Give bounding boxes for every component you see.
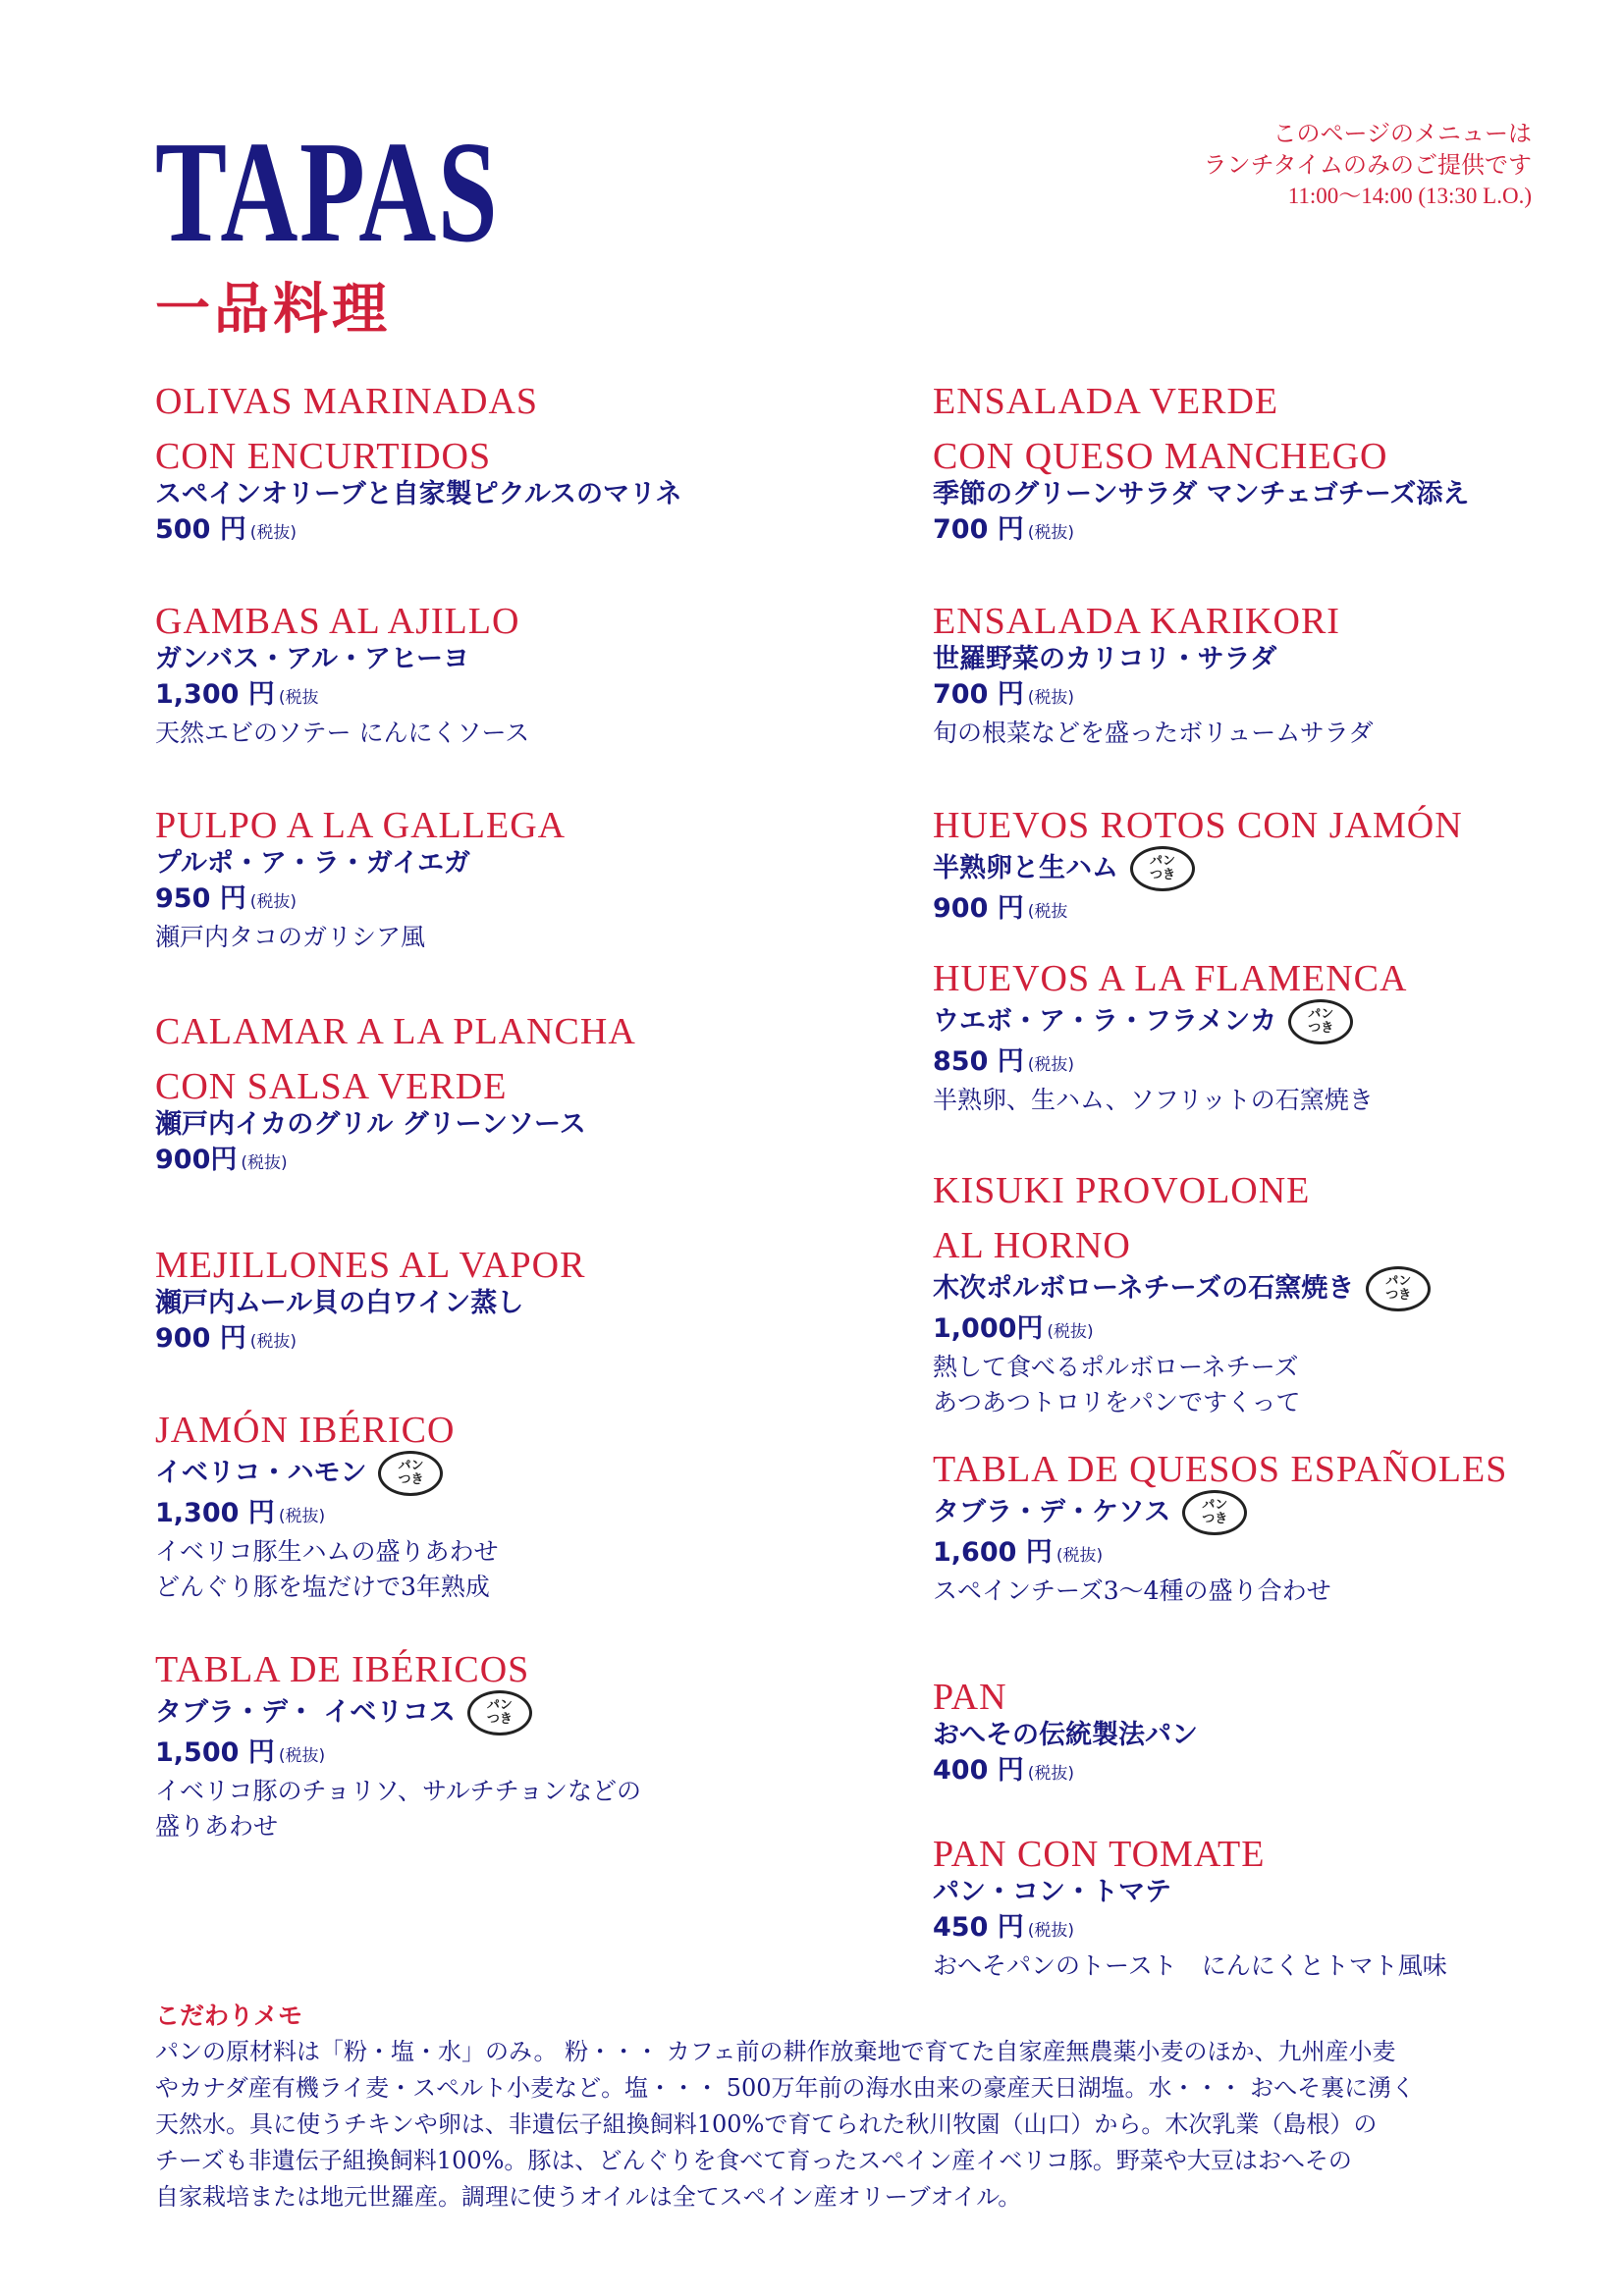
- price-value: 1,500 円: [155, 1737, 275, 1768]
- menu-item: [933, 805, 1571, 930]
- item-japanese-text: 木次ポルボローネチーズの石窯焼き: [933, 1273, 1355, 1304]
- bread-included-badge: [1130, 846, 1195, 891]
- menu-item: [933, 1834, 1571, 1984]
- menu-item: [155, 805, 901, 955]
- memo-line: 自家栽培または地元世羅産。調理に使うオイルは全てスペイン産オリーブオイル。: [155, 2183, 1022, 2211]
- item-name: TABLA DE IBÉRICOS: [155, 1649, 530, 1690]
- tax-note: (税抜): [278, 1746, 326, 1766]
- badge-text: つき: [1202, 1512, 1228, 1526]
- item-price: [933, 677, 1571, 716]
- price-value: 1,000円: [933, 1313, 1044, 1344]
- item-description: どんぐり豚を塩だけで3年熟成: [155, 1573, 490, 1601]
- badge-text: つき: [1308, 1021, 1334, 1036]
- item-description: 瀬戸内タコのガリシア風: [155, 923, 426, 951]
- menu-item: [155, 601, 901, 751]
- item-japanese-name: [933, 846, 1571, 891]
- item-price: [933, 1535, 1571, 1574]
- item-japanese-text: タブラ・デ・ イベリコス: [155, 1697, 456, 1728]
- badge-text: パン: [486, 1698, 513, 1713]
- memo-line: 天然水。具に使うチキンや卵は、非遺伝子組換飼料100%で育てられた秋川牧園（山口）から。木次乳業（島根）の: [155, 2110, 1378, 2138]
- memo-section: [155, 1999, 1530, 2216]
- item-name: OLIVAS MARINADAS: [155, 381, 539, 422]
- item-description: 天然エビのソテー にんにくソース: [155, 719, 530, 747]
- item-name: CON QUESO MANCHEGO: [933, 436, 1388, 477]
- price-value: 900円: [155, 1145, 238, 1175]
- item-price: [933, 1044, 1571, 1083]
- item-description: 旬の根菜などを盛ったボリュームサラダ: [933, 719, 1374, 747]
- item-name: MEJILLONES AL VAPOR: [155, 1245, 586, 1286]
- price-value: 1,300 円: [155, 679, 275, 710]
- item-price: [933, 891, 1571, 930]
- price-value: 1,600 円: [933, 1537, 1053, 1568]
- item-japanese-text: ガンバス・アル・アヒーヨ: [155, 644, 469, 674]
- item-price: [155, 1321, 901, 1360]
- menu-item: [155, 1649, 901, 1844]
- item-japanese-name: [155, 846, 901, 881]
- bread-included-badge: [1366, 1266, 1431, 1311]
- item-name: HUEVOS A LA FLAMENCA: [933, 958, 1408, 999]
- badge-text: つき: [1385, 1288, 1412, 1303]
- item-price: [155, 1735, 901, 1774]
- menu-item: [933, 1170, 1571, 1420]
- item-name: PAN: [933, 1677, 1007, 1718]
- item-price: [155, 1496, 901, 1534]
- memo-line: パンの原材料は「粉・塩・水」のみ。 粉・・・ カフェ前の耕作放棄地で育てた自家産無農薬小麦のほか、九州産小麦: [155, 2038, 1396, 2065]
- item-name: TABLA DE QUESOS ESPAÑOLES: [933, 1449, 1508, 1490]
- price-value: 1,300 円: [155, 1498, 275, 1528]
- item-japanese-name: [933, 1266, 1571, 1311]
- item-japanese-name: [155, 1451, 901, 1496]
- item-japanese-text: イベリコ・ハモン: [155, 1458, 367, 1488]
- price-value: 700 円: [933, 679, 1024, 710]
- item-price: [933, 512, 1571, 551]
- item-name: HUEVOS ROTOS CON JAMÓN: [933, 805, 1463, 846]
- item-japanese-text: おへその伝統製法パン: [933, 1720, 1198, 1750]
- item-japanese-name: [933, 999, 1571, 1044]
- tax-note: (税抜): [278, 1507, 326, 1526]
- price-value: 400 円: [933, 1755, 1024, 1786]
- memo-body: [155, 2034, 1530, 2216]
- menu-item: [155, 1011, 901, 1181]
- badge-text: パン: [1308, 1007, 1334, 1022]
- item-japanese-text: 瀬戸内イカのグリル グリーンソース: [155, 1109, 586, 1140]
- memo-title: こだわりメモ: [155, 2002, 303, 2030]
- tax-note: (税抜): [249, 1332, 298, 1352]
- tax-note: (税抜): [1027, 1921, 1075, 1941]
- item-japanese-name: [933, 1718, 1571, 1753]
- item-japanese-name: [155, 1107, 901, 1143]
- item-description: 熱して食べるポルボローネチーズ: [933, 1353, 1299, 1381]
- memo-line: チーズも非遺伝子組換飼料100%。豚は、どんぐりを食べて育ったスペイン産イベリコ豚。野菜や大豆はおへその: [155, 2147, 1352, 2174]
- item-japanese-name: [933, 642, 1571, 677]
- menu-item: [933, 381, 1571, 551]
- tax-note: (税抜): [1056, 1546, 1104, 1566]
- item-description: 半熟卵、生ハム、ソフリットの石窯焼き: [933, 1086, 1374, 1114]
- price-value: 900 円: [155, 1323, 246, 1354]
- tax-note: (税抜): [249, 523, 298, 543]
- item-name: GAMBAS AL AJILLO: [155, 601, 520, 642]
- item-name: ENSALADA KARIKORI: [933, 601, 1340, 642]
- item-japanese-name: [933, 1490, 1571, 1535]
- bread-included-badge: [467, 1690, 532, 1735]
- price-value: 700 円: [933, 514, 1024, 545]
- item-description: おへそパンのトースト にんにくとトマト風味: [933, 1951, 1447, 1980]
- item-name: CON SALSA VERDE: [155, 1066, 508, 1107]
- item-price: [933, 1311, 1571, 1350]
- price-value: 450 円: [933, 1912, 1024, 1943]
- item-japanese-text: 世羅野菜のカリコリ・サラダ: [933, 644, 1277, 674]
- badge-text: つき: [486, 1712, 513, 1727]
- tax-note: (税抜): [1047, 1322, 1094, 1342]
- tax-note: (税抜): [241, 1153, 288, 1173]
- tax-note: (税抜: [278, 688, 319, 708]
- memo-line: やカナダ産有機ライ麦・スペルト小麦など。塩・・・ 500万年前の海水由来の豪産天日湖塩。水・・・ おへそ裏に湧く: [155, 2074, 1416, 2102]
- bread-included-badge: [1182, 1490, 1247, 1535]
- item-description: 盛りあわせ: [155, 1812, 279, 1841]
- item-name: KISUKI PROVOLONE: [933, 1170, 1311, 1211]
- notice-line-2: ランチタイムのみのご提供です: [1203, 151, 1532, 179]
- item-name: PULPO A LA GALLEGA: [155, 805, 567, 846]
- menu-item: [933, 1449, 1571, 1609]
- item-japanese-name: [933, 477, 1571, 512]
- item-japanese-text: プルポ・ア・ラ・ガイエガ: [155, 848, 471, 879]
- item-name: JAMÓN IBÉRICO: [155, 1410, 456, 1451]
- item-price: [155, 1143, 901, 1181]
- item-japanese-text: スペインオリーブと自家製ピクルスのマリネ: [155, 479, 682, 509]
- menu-item: [933, 958, 1571, 1118]
- page-subtitle: 一品料理: [155, 278, 391, 342]
- item-description: イベリコ豚のチョリソ、サルチチョンなどの: [155, 1777, 642, 1805]
- item-japanese-name: [155, 642, 901, 677]
- menu-item: [933, 1677, 1571, 1791]
- menu-item: [155, 1410, 901, 1605]
- price-value: 500 円: [155, 514, 246, 545]
- badge-text: つき: [398, 1472, 424, 1487]
- menu-item: [155, 381, 901, 551]
- notice-hours: 11:00〜14:00 (13:30 L.O.): [1287, 184, 1532, 208]
- tax-note: (税抜): [1027, 688, 1075, 708]
- item-price: [155, 512, 901, 551]
- badge-text: パン: [1149, 854, 1175, 869]
- menu-item: [933, 601, 1571, 751]
- item-japanese-name: [155, 1286, 901, 1321]
- item-japanese-text: 半熟卵と生ハム: [933, 853, 1118, 883]
- price-value: 900 円: [933, 893, 1024, 924]
- item-japanese-text: 瀬戸内ムール貝の白ワイン蒸し: [155, 1288, 524, 1318]
- notice-line-1: このページのメニューは: [1272, 120, 1532, 147]
- badge-text: つき: [1149, 868, 1175, 882]
- item-japanese-name: [155, 1690, 901, 1735]
- item-japanese-name: [933, 1875, 1571, 1910]
- price-value: 950 円: [155, 883, 246, 914]
- tax-note: (税抜): [1027, 1055, 1075, 1075]
- item-price: [155, 881, 901, 920]
- item-price: [933, 1910, 1571, 1949]
- item-description: あつあつトロリをパンですくって: [933, 1388, 1301, 1416]
- price-value: 850 円: [933, 1046, 1024, 1077]
- item-japanese-text: ウエボ・ア・ラ・フラメンカ: [933, 1006, 1277, 1037]
- item-price: [933, 1753, 1571, 1791]
- badge-text: パン: [1385, 1274, 1412, 1289]
- item-japanese-text: パン・コン・トマテ: [933, 1877, 1171, 1907]
- item-japanese-text: 季節のグリーンサラダ マンチェゴチーズ添え: [933, 479, 1470, 509]
- badge-text: パン: [1202, 1498, 1228, 1513]
- item-name: ENSALADA VERDE: [933, 381, 1279, 422]
- item-name: CALAMAR A LA PLANCHA: [155, 1011, 636, 1052]
- item-japanese-text: タブラ・デ・ケソス: [933, 1497, 1171, 1527]
- lunch-notice: [1204, 118, 1532, 212]
- page-title: TAPAS: [155, 112, 500, 273]
- tax-note: (税抜): [1027, 1764, 1075, 1784]
- badge-text: パン: [398, 1459, 424, 1473]
- tax-note: (税抜): [249, 892, 298, 912]
- item-description: イベリコ豚生ハムの盛りあわせ: [155, 1537, 499, 1566]
- bread-included-badge: [1288, 999, 1353, 1044]
- item-price: [155, 677, 901, 716]
- item-name: PAN CON TOMATE: [933, 1834, 1266, 1875]
- menu-item: [155, 1245, 901, 1360]
- item-name: AL HORNO: [933, 1225, 1131, 1266]
- item-name: CON ENCURTIDOS: [155, 436, 492, 477]
- tax-note: (税抜: [1027, 902, 1068, 922]
- bread-included-badge: [378, 1451, 443, 1496]
- item-japanese-name: [155, 477, 901, 512]
- item-description: スペインチーズ3〜4種の盛り合わせ: [933, 1576, 1331, 1605]
- tax-note: (税抜): [1027, 523, 1075, 543]
